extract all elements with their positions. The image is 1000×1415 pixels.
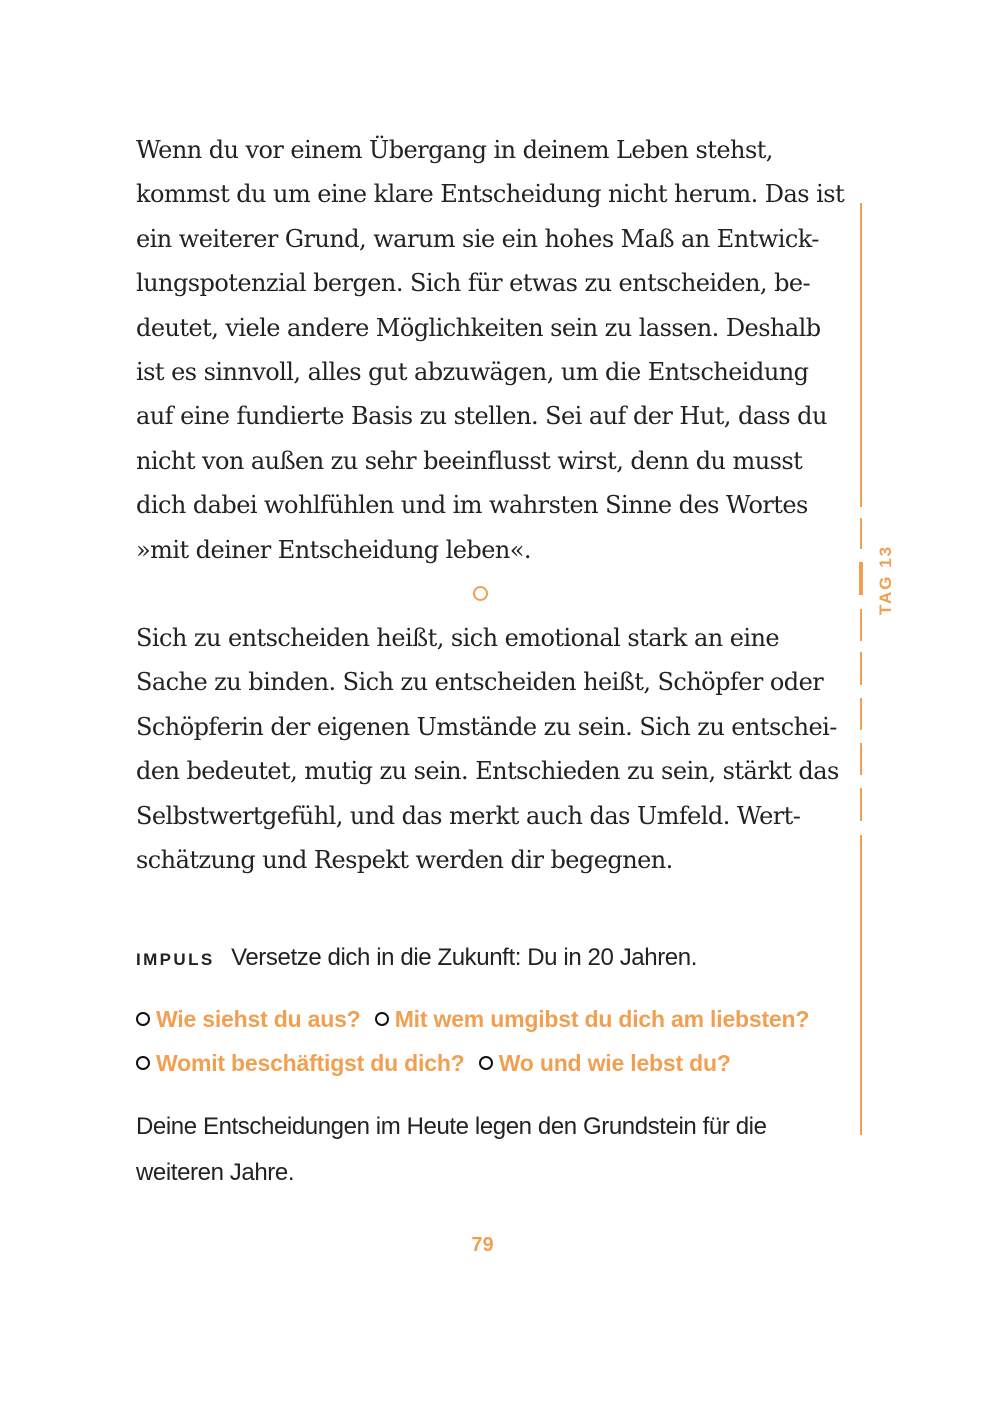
- text-line: dich dabei wohlfühlen und im wahrsten Sinne des Wortes: [136, 491, 808, 520]
- question-item: Womit beschäftigst du dich?: [156, 1050, 465, 1076]
- question-line: [136, 1050, 739, 1077]
- side-rail-segment: [860, 835, 862, 1135]
- side-rail-segment: [860, 609, 862, 641]
- page-number: 79: [471, 1234, 494, 1256]
- side-rail-current-marker: [859, 562, 863, 595]
- text-line: lungspotenzial bergen. Sich für etwas zu entscheiden, be-: [136, 269, 811, 298]
- side-rail-segment: [860, 518, 862, 549]
- body-paragraph-2: [136, 616, 839, 882]
- question-line: [136, 1006, 817, 1033]
- text-line: Deine Entscheidungen im Heute legen den Grundstein für die: [136, 1113, 767, 1140]
- text-line: ist es sinnvoll, alles gut abzuwägen, um die Entscheidung: [136, 358, 809, 387]
- side-rail-segment: [860, 698, 862, 730]
- text-line: weiteren Jahre.: [136, 1159, 295, 1186]
- text-line: nicht von außen zu sehr beeinflusst wirst, denn du musst: [136, 446, 803, 475]
- text-line: ein weiterer Grund, warum sie ein hohes Maß an Entwick-: [136, 224, 819, 253]
- question-item: Wie siehst du aus?: [156, 1006, 361, 1032]
- body-paragraph-1: [136, 128, 845, 572]
- closing-paragraph: [136, 1104, 767, 1196]
- circle-bullet-icon: [136, 1012, 150, 1026]
- text-line: Selbstwertgefühl, und das merkt auch das Umfeld. Wert-: [136, 801, 801, 830]
- impuls-label: IMPULS: [136, 950, 215, 969]
- side-rail-segment: [860, 203, 862, 507]
- text-line: »mit deiner Entscheidung leben«.: [136, 535, 531, 564]
- text-line: Wenn du vor einem Übergang in deinem Leben stehst,: [136, 136, 773, 164]
- side-rail-segment: [860, 652, 862, 685]
- text-line: den bedeutet, mutig zu sein. Entschieden zu sein, stärkt das: [136, 757, 839, 786]
- side-rail-segment: [860, 788, 862, 821]
- section-divider-circle-icon: [473, 586, 488, 601]
- text-line: deutet, viele andere Möglichkeiten sein zu lassen. Deshalb: [136, 313, 821, 342]
- circle-bullet-icon: [136, 1056, 150, 1070]
- text-line: Sache zu binden. Sich zu entscheiden heißt, Schöpfer oder: [136, 668, 824, 697]
- impuls-text: Versetze dich in die Zukunft: Du in 20 Jahren.: [231, 944, 697, 971]
- impuls-section: [136, 944, 697, 972]
- chapter-tab-label: TAG 13: [876, 544, 895, 616]
- circle-bullet-icon: [375, 1012, 389, 1026]
- text-line: auf eine fundierte Basis zu stellen. Sei auf der Hut, dass du: [136, 402, 827, 431]
- side-rail-segment: [860, 743, 862, 775]
- text-line: kommst du um eine klare Entscheidung nicht herum. Das ist: [136, 180, 845, 209]
- text-line: Sich zu entscheiden heißt, sich emotional stark an eine: [136, 624, 780, 652]
- question-item: Mit wem umgibst du dich am liebsten?: [394, 1006, 810, 1032]
- text-line: schätzung und Respekt werden dir begegnen.: [136, 846, 673, 875]
- circle-bullet-icon: [479, 1056, 493, 1070]
- text-line: Schöpferin der eigenen Umstände zu sein. Sich zu entschei-: [136, 712, 837, 741]
- question-item: Wo und wie lebst du?: [498, 1050, 731, 1076]
